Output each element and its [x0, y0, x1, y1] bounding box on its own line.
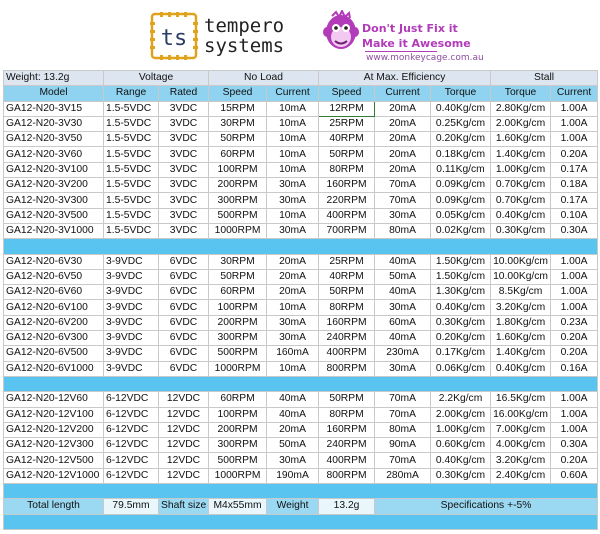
noload-group-header: No Load — [209, 71, 319, 86]
total-length-label: Total length — [4, 499, 104, 514]
table-cell: 0.20A — [551, 147, 598, 162]
col-stall-current: Current — [551, 86, 598, 101]
table-cell: 3VDC — [159, 193, 209, 208]
table-row — [4, 132, 598, 147]
table-cell: 3VDC — [159, 101, 209, 116]
table-cell: 1.00A — [551, 285, 598, 300]
table-cell: 70mA — [375, 193, 431, 208]
separator-3v-6v-cell — [4, 239, 598, 254]
table-cell: 10mA — [267, 162, 319, 177]
table-cell: 0.17Kg/cm — [431, 346, 491, 361]
table-cell: GA12-N20-6V30 — [4, 254, 104, 269]
table-cell: 40mA — [267, 407, 319, 422]
table-cell: 1.5-5VDC — [104, 116, 159, 131]
table-cell: 100RPM — [209, 162, 267, 177]
table-cell: 10mA — [267, 132, 319, 147]
table-cell: 2.00Kg/cm — [431, 407, 491, 422]
table-cell: 500RPM — [209, 453, 267, 468]
table-cell: 1.5-5VDC — [104, 132, 159, 147]
table-cell: 0.09Kg/cm — [431, 178, 491, 193]
table-cell: 15RPM — [209, 101, 267, 116]
table-cell: 30mA — [267, 315, 319, 330]
table-cell: 1000RPM — [209, 361, 267, 376]
table-cell: 0.16A — [551, 361, 598, 376]
table-row — [4, 223, 598, 238]
table-cell: 1.50Kg/cm — [431, 254, 491, 269]
table-cell: 1.60Kg/cm — [491, 132, 551, 147]
shaft-size-label: Shaft size — [159, 499, 209, 514]
table-cell: 12VDC — [159, 392, 209, 407]
table-cell: 1.00Kg/cm — [431, 422, 491, 437]
table-cell: 3VDC — [159, 116, 209, 131]
table-cell: 160RPM — [319, 178, 375, 193]
table-cell: 6VDC — [159, 254, 209, 269]
table-cell: 0.40Kg/cm — [431, 453, 491, 468]
table-cell: 1.5-5VDC — [104, 162, 159, 177]
table-cell: 0.25Kg/cm — [431, 116, 491, 131]
table-cell: 500RPM — [209, 208, 267, 223]
table-cell: 400RPM — [319, 346, 375, 361]
table-cell: 1.5-5VDC — [104, 208, 159, 223]
table-cell: 1.00A — [551, 132, 598, 147]
table-row — [4, 300, 598, 315]
table-cell: 70mA — [375, 392, 431, 407]
table-cell: 1.5-5VDC — [104, 101, 159, 116]
table-cell: 0.05Kg/cm — [431, 208, 491, 223]
table-cell: 160RPM — [319, 422, 375, 437]
table-cell: 1.50Kg/cm — [431, 269, 491, 284]
bottom-strip — [4, 514, 598, 529]
column-header-row — [4, 86, 598, 101]
table-cell: 300RPM — [209, 331, 267, 346]
table-cell: 0.70Kg/cm — [491, 178, 551, 193]
table-row — [4, 438, 598, 453]
table-cell: 50mA — [375, 269, 431, 284]
table-cell: 3VDC — [159, 147, 209, 162]
table-cell: 60RPM — [209, 147, 267, 162]
table-cell: 6VDC — [159, 346, 209, 361]
table-cell: 80RPM — [319, 407, 375, 422]
table-cell: 1.00A — [551, 422, 598, 437]
col-stall-torque: Torque — [491, 86, 551, 101]
table-cell: 40mA — [267, 392, 319, 407]
table-cell: 30mA — [375, 300, 431, 315]
table-cell: 0.30Kg/cm — [431, 468, 491, 483]
table-cell: 60RPM — [209, 392, 267, 407]
table-cell: 190mA — [267, 468, 319, 483]
table-cell: 6VDC — [159, 285, 209, 300]
table-cell: 10mA — [267, 116, 319, 131]
table-cell: 2.2Kg/cm — [431, 392, 491, 407]
table-row — [4, 315, 598, 330]
table-cell: 80RPM — [319, 162, 375, 177]
table-cell: 3VDC — [159, 162, 209, 177]
table-cell: GA12-N20-3V100 — [4, 162, 104, 177]
table-cell: 30mA — [375, 361, 431, 376]
table-cell: 2.80Kg/cm — [491, 101, 551, 116]
table-cell: 0.06Kg/cm — [431, 361, 491, 376]
table-cell: 30RPM — [209, 116, 267, 131]
table-cell: 80RPM — [319, 300, 375, 315]
table-cell: 0.30A — [551, 438, 598, 453]
table-cell: 300RPM — [209, 193, 267, 208]
table-cell: 4.00Kg/cm — [491, 438, 551, 453]
table-cell: 0.20A — [551, 331, 598, 346]
table-cell: 0.40Kg/cm — [491, 208, 551, 223]
table-cell: 30mA — [267, 178, 319, 193]
table-cell: 6VDC — [159, 269, 209, 284]
table-cell: 1.00A — [551, 407, 598, 422]
table-cell: 20mA — [375, 132, 431, 147]
table-cell: 0.40Kg/cm — [431, 101, 491, 116]
table-cell: 50RPM — [209, 132, 267, 147]
table-cell: 90mA — [375, 438, 431, 453]
table-cell: 60RPM — [209, 285, 267, 300]
table-row — [4, 453, 598, 468]
table-cell: 25RPM — [319, 116, 375, 131]
table-cell: 200RPM — [209, 315, 267, 330]
table-row — [4, 208, 598, 223]
table-cell: 0.23A — [551, 315, 598, 330]
monkeycage-tagline-2: Make it Awesome — [362, 37, 471, 50]
table-cell: 3VDC — [159, 223, 209, 238]
table-cell: 0.40Kg/cm — [431, 300, 491, 315]
table-cell: 12RPM — [319, 101, 375, 116]
table-cell: 1.60Kg/cm — [491, 331, 551, 346]
table-cell: 3-9VDC — [104, 254, 159, 269]
table-cell: GA12-N20-3V50 — [4, 132, 104, 147]
table-cell: 3VDC — [159, 208, 209, 223]
motor-spec-table — [3, 70, 598, 530]
table-cell: 1.30Kg/cm — [431, 285, 491, 300]
table-cell: 40mA — [375, 331, 431, 346]
group-header-row — [4, 71, 598, 86]
table-cell: 70mA — [375, 407, 431, 422]
table-cell: 10mA — [267, 101, 319, 116]
table-cell: 20mA — [267, 254, 319, 269]
table-cell: GA12-N20-6V60 — [4, 285, 104, 300]
table-cell: 20mA — [375, 147, 431, 162]
table-row — [4, 162, 598, 177]
table-cell: 6VDC — [159, 361, 209, 376]
table-cell: 6-12VDC — [104, 438, 159, 453]
table-cell: 6VDC — [159, 300, 209, 315]
table-cell: 12VDC — [159, 407, 209, 422]
table-cell: GA12-N20-6V100 — [4, 300, 104, 315]
table-cell: 10mA — [267, 208, 319, 223]
table-cell: 0.40Kg/cm — [491, 361, 551, 376]
table-cell: 16.00Kg/cm — [491, 407, 551, 422]
table-cell: 220RPM — [319, 193, 375, 208]
bottom-strip-cell — [4, 514, 598, 529]
table-cell: GA12-N20-3V60 — [4, 147, 104, 162]
monkey-mascot-icon — [322, 10, 360, 54]
spec-note: Specifications +-5% — [375, 499, 598, 514]
table-row — [4, 193, 598, 208]
table-row — [4, 285, 598, 300]
brand-header — [0, 0, 600, 70]
table-cell: 1.00A — [551, 269, 598, 284]
table-row — [4, 331, 598, 346]
table-cell: 1.00A — [551, 392, 598, 407]
table-cell: 10.00Kg/cm — [491, 254, 551, 269]
table-cell: 160mA — [267, 346, 319, 361]
tempero-wordmark — [204, 16, 284, 56]
table-cell: 1.00Kg/cm — [491, 162, 551, 177]
col-model: Model — [4, 86, 104, 101]
table-cell: GA12-N20-12V200 — [4, 422, 104, 437]
table-cell: 300RPM — [209, 438, 267, 453]
table-cell: 10mA — [267, 147, 319, 162]
shaft-size-value: M4x55mm — [209, 499, 267, 514]
table-cell: 0.70Kg/cm — [491, 193, 551, 208]
table-cell: GA12-N20-3V1000 — [4, 223, 104, 238]
table-cell: 3-9VDC — [104, 331, 159, 346]
table-cell: 1.00A — [551, 254, 598, 269]
table-row — [4, 468, 598, 483]
table-cell: 30mA — [267, 193, 319, 208]
table-cell: 50mA — [267, 438, 319, 453]
table-row — [4, 254, 598, 269]
table-cell: 6-12VDC — [104, 468, 159, 483]
table-cell: 20mA — [267, 269, 319, 284]
table-cell: 6-12VDC — [104, 407, 159, 422]
table-cell: GA12-N20-6V200 — [4, 315, 104, 330]
table-cell: 40RPM — [319, 269, 375, 284]
monkeycage-tagline-1: Don't Just Fix it — [362, 22, 458, 35]
table-row — [4, 392, 598, 407]
weight-footer-label: Weight — [267, 499, 319, 514]
table-cell: 40RPM — [319, 132, 375, 147]
table-cell: 0.09Kg/cm — [431, 193, 491, 208]
table-cell: 3-9VDC — [104, 315, 159, 330]
table-cell: 30mA — [267, 453, 319, 468]
table-cell: 70mA — [375, 178, 431, 193]
table-cell: GA12-N20-3V30 — [4, 116, 104, 131]
table-cell: 50RPM — [319, 147, 375, 162]
table-cell: 0.18Kg/cm — [431, 147, 491, 162]
table-cell: 6VDC — [159, 315, 209, 330]
table-cell: GA12-N20-3V200 — [4, 178, 104, 193]
table-cell: 12VDC — [159, 453, 209, 468]
table-row — [4, 116, 598, 131]
table-cell: GA12-N20-6V300 — [4, 331, 104, 346]
col-noload-speed: Speed — [209, 86, 267, 101]
table-cell: 20mA — [375, 162, 431, 177]
table-cell: 3-9VDC — [104, 361, 159, 376]
monkeycage-url: www.monkeycage.com.au — [366, 53, 484, 63]
table-cell: 10mA — [267, 361, 319, 376]
table-cell: 700RPM — [319, 223, 375, 238]
footer-row — [4, 499, 598, 514]
table-cell: 0.17A — [551, 162, 598, 177]
table-cell: 8.5Kg/cm — [491, 285, 551, 300]
table-row — [4, 101, 598, 116]
table-cell: 10mA — [267, 300, 319, 315]
table-cell: 12VDC — [159, 438, 209, 453]
table-cell: GA12-N20-12V300 — [4, 438, 104, 453]
table-cell: 1.40Kg/cm — [491, 147, 551, 162]
table-cell: 7.00Kg/cm — [491, 422, 551, 437]
table-cell: GA12-N20-12V100 — [4, 407, 104, 422]
separator-12v-footer — [4, 484, 598, 499]
table-cell: 1.00A — [551, 116, 598, 131]
table-row — [4, 346, 598, 361]
table-cell: 1.5-5VDC — [104, 147, 159, 162]
voltage-group-header: Voltage — [104, 71, 209, 86]
table-cell: 10.00Kg/cm — [491, 269, 551, 284]
table-cell: 0.18A — [551, 178, 598, 193]
table-cell: GA12-N20-6V1000 — [4, 361, 104, 376]
table-cell: 1.5-5VDC — [104, 193, 159, 208]
table-row — [4, 361, 598, 376]
tempero-logo-icon — [150, 12, 198, 60]
table-cell: 1.5-5VDC — [104, 223, 159, 238]
table-cell: 0.60A — [551, 468, 598, 483]
table-cell: 0.30Kg/cm — [491, 223, 551, 238]
tempero-line1: tempero — [204, 15, 285, 37]
separator-6v-12v — [4, 376, 598, 391]
table-cell: 400RPM — [319, 208, 375, 223]
table-cell: 0.30A — [551, 223, 598, 238]
table-cell: 50RPM — [209, 269, 267, 284]
table-cell: 30RPM — [209, 254, 267, 269]
table-cell: 3-9VDC — [104, 346, 159, 361]
table-cell: GA12-N20-3V15 — [4, 101, 104, 116]
table-cell: 16.5Kg/cm — [491, 392, 551, 407]
separator-6v-12v-cell — [4, 376, 598, 391]
separator-12v-footer-cell — [4, 484, 598, 499]
table-cell: 200RPM — [209, 178, 267, 193]
weight-footer-value: 13.2g — [319, 499, 375, 514]
tempero-line2: systems — [204, 35, 285, 57]
table-cell: 2.00Kg/cm — [491, 116, 551, 131]
table-cell: 40mA — [375, 254, 431, 269]
table-cell: 6-12VDC — [104, 453, 159, 468]
table-row — [4, 147, 598, 162]
table-cell: 6VDC — [159, 331, 209, 346]
table-cell: GA12-N20-6V50 — [4, 269, 104, 284]
table-cell: 0.30Kg/cm — [431, 315, 491, 330]
table-cell: 2.40Kg/cm — [491, 468, 551, 483]
table-cell: 30mA — [267, 331, 319, 346]
table-cell: 3-9VDC — [104, 269, 159, 284]
table-cell: 30mA — [267, 223, 319, 238]
table-cell: 3VDC — [159, 132, 209, 147]
total-length-value: 79.5mm — [104, 499, 159, 514]
weight-label: Weight: 13.2g — [4, 71, 104, 86]
table-cell: 1.00A — [551, 101, 598, 116]
table-cell: 240RPM — [319, 438, 375, 453]
table-cell: 3VDC — [159, 178, 209, 193]
table-cell: 3-9VDC — [104, 300, 159, 315]
table-cell: GA12-N20-3V300 — [4, 193, 104, 208]
table-cell: 100RPM — [209, 407, 267, 422]
table-cell: 0.02Kg/cm — [431, 223, 491, 238]
table-cell: GA12-N20-12V60 — [4, 392, 104, 407]
table-row — [4, 407, 598, 422]
table-cell: 400RPM — [319, 453, 375, 468]
table-cell: 0.20A — [551, 346, 598, 361]
table-cell: 60mA — [375, 315, 431, 330]
table-cell: 1.40Kg/cm — [491, 346, 551, 361]
table-cell: 230mA — [375, 346, 431, 361]
table-cell: 25RPM — [319, 254, 375, 269]
table-cell: 70mA — [375, 453, 431, 468]
table-cell: 20mA — [267, 285, 319, 300]
table-cell: 1.00A — [551, 300, 598, 315]
table-cell: 1.80Kg/cm — [491, 315, 551, 330]
table-cell: 100RPM — [209, 300, 267, 315]
table-cell: 12VDC — [159, 422, 209, 437]
stall-group-header: Stall — [491, 71, 598, 86]
col-eff-current: Current — [375, 86, 431, 101]
tempero-mark: ts — [160, 26, 188, 51]
table-cell: 800RPM — [319, 361, 375, 376]
table-cell: 0.60Kg/cm — [431, 438, 491, 453]
table-row — [4, 178, 598, 193]
table-cell: 3-9VDC — [104, 285, 159, 300]
table-cell: 20mA — [267, 422, 319, 437]
table-cell: 0.20Kg/cm — [431, 132, 491, 147]
table-cell: GA12-N20-12V1000 — [4, 468, 104, 483]
table-cell: 80mA — [375, 422, 431, 437]
col-range: Range — [104, 86, 159, 101]
table-cell: 80mA — [375, 223, 431, 238]
table-cell: 160RPM — [319, 315, 375, 330]
table-cell: 800RPM — [319, 468, 375, 483]
table-cell: 0.17A — [551, 193, 598, 208]
table-cell: 1000RPM — [209, 223, 267, 238]
table-cell: 1.5-5VDC — [104, 178, 159, 193]
table-cell: 0.10A — [551, 208, 598, 223]
table-cell: 40mA — [375, 285, 431, 300]
table-cell: 50RPM — [319, 285, 375, 300]
table-cell: GA12-N20-6V500 — [4, 346, 104, 361]
table-cell: 0.20Kg/cm — [431, 331, 491, 346]
maxeff-group-header: At Max. Efficiency — [319, 71, 491, 86]
table-cell: GA12-N20-12V500 — [4, 453, 104, 468]
table-cell: 6-12VDC — [104, 422, 159, 437]
table-cell: 20mA — [375, 116, 431, 131]
table-cell: 0.11Kg/cm — [431, 162, 491, 177]
table-row — [4, 269, 598, 284]
col-eff-speed: Speed — [319, 86, 375, 101]
table-cell: 30mA — [375, 208, 431, 223]
table-cell: 280mA — [375, 468, 431, 483]
col-eff-torque: Torque — [431, 86, 491, 101]
table-cell: 200RPM — [209, 422, 267, 437]
table-cell: 3.20Kg/cm — [491, 453, 551, 468]
table-row — [4, 422, 598, 437]
separator-3v-6v — [4, 239, 598, 254]
monkeycage-underline — [365, 51, 437, 52]
table-cell: GA12-N20-3V500 — [4, 208, 104, 223]
table-cell: 240RPM — [319, 331, 375, 346]
table-cell: 20mA — [375, 101, 431, 116]
col-noload-current: Current — [267, 86, 319, 101]
table-cell: 12VDC — [159, 468, 209, 483]
table-cell: 50RPM — [319, 392, 375, 407]
table-cell: 1000RPM — [209, 468, 267, 483]
table-cell: 500RPM — [209, 346, 267, 361]
table-cell: 0.20A — [551, 453, 598, 468]
table-cell: 6-12VDC — [104, 392, 159, 407]
table-cell: 3.20Kg/cm — [491, 300, 551, 315]
col-rated: Rated — [159, 86, 209, 101]
